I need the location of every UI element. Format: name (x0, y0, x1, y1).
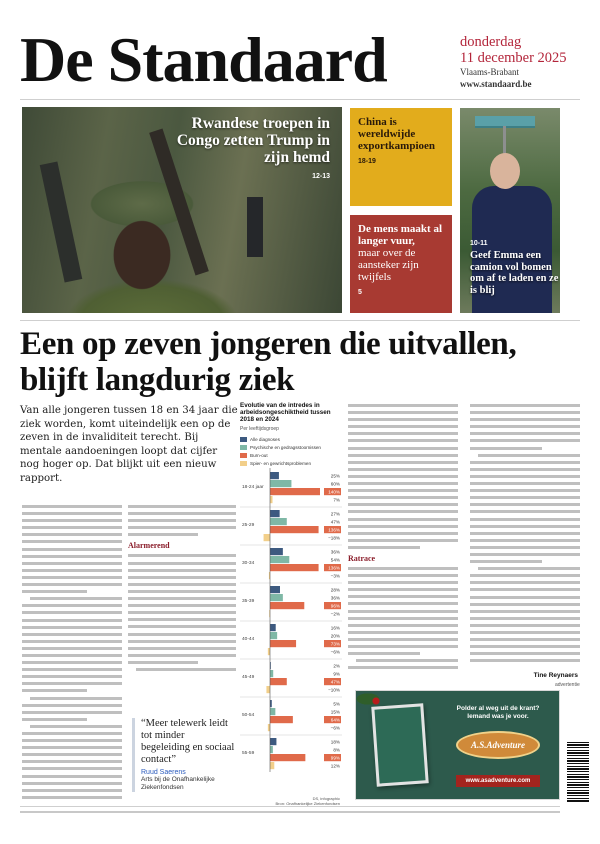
advertisement[interactable] (355, 690, 560, 800)
text-line (348, 615, 458, 622)
text-line (470, 579, 580, 586)
value-label: 140% (328, 489, 340, 495)
chart-bar (270, 472, 279, 479)
quote-name: Ruud Saerens (141, 769, 186, 776)
value-label: 47% (330, 519, 340, 525)
chart-source-text: Bron: Onafhankelijke Ziekenfondsen (275, 801, 340, 806)
chart-bar (270, 556, 289, 563)
text-line (128, 517, 236, 524)
text-line (22, 631, 122, 638)
text-line (128, 616, 236, 623)
teaser-page-ref: 5 (358, 289, 362, 296)
chart-bar (270, 746, 273, 753)
text-line (348, 622, 458, 629)
category-label: 55-59 (242, 751, 255, 756)
value-label: −10% (328, 687, 340, 693)
chart-bar (270, 738, 276, 745)
value-label: 18% (330, 739, 340, 745)
text-line (128, 652, 236, 659)
text-line (348, 657, 458, 664)
text-line (128, 531, 236, 538)
text-line (470, 537, 580, 544)
chart-bar (268, 724, 270, 731)
value-label: 54% (330, 557, 340, 563)
text-line (128, 552, 236, 559)
value-label: 36% (330, 549, 340, 555)
text-line (22, 609, 122, 616)
text-line (22, 595, 122, 602)
value-label: 12% (330, 763, 340, 769)
category-label: 35-39 (242, 599, 255, 604)
text-line (22, 723, 122, 730)
value-label: 28% (330, 587, 340, 593)
chart-title: Evolutie van de intredes in arbeidsongeschiktheid tussen 2018 en 2024 (240, 402, 331, 423)
text-line (22, 773, 122, 780)
text-line (128, 595, 236, 602)
text-line (470, 416, 580, 423)
ad-brand-logo: A.S.Adventure (456, 731, 540, 759)
legend-swatch (240, 453, 247, 458)
hero-photo[interactable] (22, 107, 342, 313)
chart-bar (270, 624, 276, 631)
text-line (348, 629, 458, 636)
legend-swatch (240, 461, 247, 466)
text-line (128, 631, 236, 638)
text-line (128, 503, 236, 510)
text-line (22, 602, 122, 609)
text-line (128, 609, 236, 616)
ad-label: advertentie (555, 682, 580, 688)
text-line (22, 617, 122, 624)
text-line (348, 593, 458, 600)
text-line (128, 602, 236, 609)
publication-day: donderdag (460, 34, 522, 50)
text-line (470, 508, 580, 515)
category-label: 45-49 (242, 675, 255, 680)
text-line (348, 608, 458, 615)
text-line (470, 551, 580, 558)
text-line (348, 636, 458, 643)
value-label: 20% (330, 633, 340, 639)
text-line (348, 664, 458, 671)
person-head-shape (490, 153, 520, 189)
chart-bar (270, 480, 291, 487)
text-line (470, 622, 580, 629)
text-line (128, 645, 236, 652)
text-line (22, 730, 122, 737)
footer-imprint (20, 809, 560, 814)
text-line (348, 516, 458, 523)
chart-bar (270, 488, 320, 495)
infographic-chart (240, 402, 342, 806)
text-line (128, 574, 236, 581)
text-line (470, 473, 580, 480)
value-label: 60% (330, 481, 340, 487)
chart-bar (270, 510, 280, 517)
text-line (470, 501, 580, 508)
chart-bar (270, 670, 273, 677)
text-line (22, 510, 122, 517)
barcode (567, 742, 589, 802)
text-line (348, 523, 458, 530)
text-line (348, 501, 458, 508)
value-label: 73% (330, 641, 340, 647)
text-line (348, 480, 458, 487)
publication-date: 11 december 2025 (460, 50, 567, 66)
quote-text: “Meer telewerk leidt tot minder begeleiding en sociaal contact” (141, 718, 235, 765)
text-line (22, 624, 122, 631)
text-line (470, 487, 580, 494)
teaser-headline: China is wereldwijde exportkampioen (358, 116, 435, 152)
text-line (348, 473, 458, 480)
chart-legend (240, 435, 342, 467)
text-line (348, 650, 458, 657)
article-column-3 (348, 402, 458, 672)
text-line (128, 588, 236, 595)
text-line (22, 588, 122, 595)
text-line (128, 560, 236, 567)
text-line (22, 744, 122, 751)
article-author: Tine Reynaers (533, 672, 578, 679)
legend-item (240, 451, 342, 459)
text-line (470, 544, 580, 551)
text-line (348, 572, 458, 579)
text-line (128, 623, 236, 630)
value-label: 5% (333, 701, 340, 707)
teaser-headline: Geef Emma een camion vol bomen om af te laden en ze is blij (470, 250, 559, 296)
text-line (22, 531, 122, 538)
text-line (470, 459, 580, 466)
text-line (128, 638, 236, 645)
text-line (348, 437, 458, 444)
text-line (470, 516, 580, 523)
text-line (470, 445, 580, 452)
text-line (348, 537, 458, 544)
text-line (22, 794, 122, 801)
text-line (22, 702, 122, 709)
text-line (128, 567, 236, 574)
teaser-china[interactable] (350, 108, 452, 206)
chart-bar (270, 754, 305, 761)
text-line (470, 629, 580, 636)
value-label: 7% (333, 497, 340, 503)
hero-headline[interactable]: Rwandese troepen in Congo zetten Trump in zijn hemd (176, 115, 330, 166)
category-label: 40-44 (242, 637, 255, 642)
text-line (348, 452, 458, 459)
newspaper-logo[interactable]: De Standaard (20, 24, 387, 95)
chart-bar (270, 632, 277, 639)
article-lead: Van alle jongeren tussen 18 en 34 jaar die ziek worden, komt uiteindelijk een op de zeven in de invaliditeit terecht. Bij mentale aandoeningen loopt dat cijfer nog hoger op. Dat blijkt uit een nieuw rapport. (20, 405, 238, 484)
divider (20, 806, 560, 807)
text-line (348, 600, 458, 607)
ad-url[interactable]: www.asadventure.com (456, 775, 540, 787)
pull-quote (132, 718, 236, 792)
category-label: 18-24 jaar (242, 485, 264, 490)
teaser-headline-bold: De mens maakt al langer vuur, (358, 223, 443, 247)
text-line (470, 608, 580, 615)
text-line (22, 787, 122, 794)
text-line (470, 480, 580, 487)
chart-bar (270, 602, 304, 609)
text-line (22, 645, 122, 652)
divider (20, 320, 580, 321)
value-label: −6% (330, 649, 340, 655)
legend-label: Spier- en gewrichtsproblemen (250, 460, 312, 466)
chart-bar (270, 762, 274, 769)
text-line (22, 652, 122, 659)
chart-bar (270, 526, 319, 533)
text-line (348, 466, 458, 473)
text-line (470, 494, 580, 501)
main-headline[interactable]: Een op zeven jongeren die uitvallen, blijft langdurig ziek (20, 326, 517, 398)
teaser-emma-photo[interactable] (460, 108, 560, 313)
chart-bar (270, 564, 319, 571)
date-block (460, 34, 590, 90)
text-line (470, 572, 580, 579)
teaser-headline-rest: maar over de aansteker zijn twijfels (358, 247, 419, 283)
masthead (20, 24, 580, 96)
text-line (470, 615, 580, 622)
text-line (470, 466, 580, 473)
chart-bar (270, 708, 275, 715)
text-line (348, 459, 458, 466)
value-label: 16% (330, 625, 340, 631)
value-label: 2% (333, 663, 340, 669)
category-label: 50-54 (242, 713, 255, 718)
quote-role: Arts bij de Onafhankelijke Ziekenfondsen (141, 776, 215, 791)
text-line (22, 524, 122, 531)
chart-bar (270, 518, 287, 525)
chart-credit: DS, infographic (312, 796, 340, 801)
text-line (22, 638, 122, 645)
text-line (470, 657, 580, 664)
chart-bar (270, 716, 293, 723)
value-label: −6% (330, 725, 340, 731)
chart-bar (264, 534, 270, 541)
legend-label: Psychische en gedragsstoornissen (250, 444, 321, 450)
text-line (470, 586, 580, 593)
text-line (470, 558, 580, 565)
text-line (470, 650, 580, 657)
text-line (22, 780, 122, 787)
text-line (470, 565, 580, 572)
text-line (470, 402, 580, 409)
divider (20, 99, 580, 100)
category-label: 30-34 (242, 561, 255, 566)
article-subhead: Ratrace (348, 553, 376, 563)
text-line (348, 423, 458, 430)
legend-swatch (240, 445, 247, 450)
text-line (22, 666, 122, 673)
value-label: 136% (328, 565, 340, 571)
text-line (22, 538, 122, 545)
text-line (22, 765, 122, 772)
rifle-shape (40, 161, 83, 282)
text-line (348, 643, 458, 650)
chart-bar (270, 586, 280, 593)
text-line (348, 402, 458, 409)
text-line (128, 666, 236, 673)
text-line (22, 581, 122, 588)
edition-region: Vlaams-Brabant (460, 67, 519, 77)
text-line (348, 494, 458, 501)
text-line (128, 510, 236, 517)
article-subhead: Alarmerend (128, 541, 170, 551)
value-label: 136% (328, 527, 340, 533)
chart-bar (268, 648, 270, 655)
text-line (348, 530, 458, 537)
value-label: 36% (330, 595, 340, 601)
text-line (22, 687, 122, 694)
text-line (22, 659, 122, 666)
chart-bar (270, 594, 283, 601)
text-line (470, 423, 580, 430)
website-link[interactable]: www.standaard.be (460, 79, 532, 89)
value-label: −18% (328, 535, 340, 541)
value-label: 15% (330, 709, 340, 715)
text-line (348, 445, 458, 452)
value-label: 47% (330, 679, 340, 685)
legend-item (240, 459, 342, 467)
text-line (348, 544, 458, 551)
text-line (22, 695, 122, 702)
chart-bar (270, 678, 287, 685)
text-line (470, 601, 580, 608)
ad-text: Polder al weg uit de krant? Iemand was je voor. (456, 705, 540, 720)
text-line (470, 437, 580, 444)
chart-bar (266, 686, 270, 693)
text-line (128, 524, 236, 531)
value-label: −2% (330, 611, 340, 617)
teaser-fire[interactable] (350, 215, 452, 313)
text-line (470, 636, 580, 643)
chart-bar (270, 548, 283, 555)
text-line (22, 680, 122, 687)
radio-shape (247, 197, 263, 257)
teaser-page-ref: 18-19 (358, 158, 376, 165)
text-line (348, 416, 458, 423)
value-label: 25% (330, 473, 340, 479)
text-line (22, 567, 122, 574)
legend-label: Alle diagnoses (250, 436, 280, 442)
text-line (348, 579, 458, 586)
text-line (128, 581, 236, 588)
value-label: −3% (330, 573, 340, 579)
text-line (22, 574, 122, 581)
text-line (348, 409, 458, 416)
text-line (22, 716, 122, 723)
text-line (22, 503, 122, 510)
legend-item (240, 435, 342, 443)
category-label: 25-29 (242, 523, 255, 528)
text-line (22, 553, 122, 560)
value-label: 27% (330, 511, 340, 517)
article-column-2 (128, 503, 236, 673)
text-line (22, 546, 122, 553)
text-line (470, 452, 580, 459)
chart-bar (270, 640, 296, 647)
text-line (348, 430, 458, 437)
text-line (22, 517, 122, 524)
text-line (470, 409, 580, 416)
chart-source (276, 796, 340, 806)
text-line (470, 594, 580, 601)
value-label: 99% (330, 755, 340, 761)
text-line (470, 530, 580, 537)
legend-item (240, 443, 342, 451)
chart-subtitle: Per leeftijdsgroep (240, 426, 279, 432)
catalog-image (371, 703, 428, 786)
value-label: 9% (333, 671, 340, 677)
text-line (22, 673, 122, 680)
legend-swatch (240, 437, 247, 442)
article-column-1 (22, 503, 122, 803)
text-line (470, 643, 580, 650)
text-line (348, 508, 458, 515)
text-line (348, 565, 458, 572)
text-line (470, 523, 580, 530)
text-line (22, 758, 122, 765)
value-label: 96% (330, 603, 340, 609)
value-label: 64% (330, 717, 340, 723)
chart-plot (240, 468, 342, 786)
text-line (128, 659, 236, 666)
legend-label: Burn-out (250, 452, 268, 458)
hero-page-ref: 12-13 (312, 173, 330, 180)
text-line (22, 737, 122, 744)
text-line (22, 751, 122, 758)
text-line (470, 430, 580, 437)
chart-bar (270, 496, 273, 503)
footer-text-line (20, 809, 560, 816)
text-line (22, 560, 122, 567)
text-line (348, 586, 458, 593)
text-line (22, 709, 122, 716)
article-column-4 (470, 402, 580, 677)
text-line (348, 487, 458, 494)
value-label: 8% (333, 747, 340, 753)
teaser-page-ref: 10-11 (470, 240, 488, 247)
